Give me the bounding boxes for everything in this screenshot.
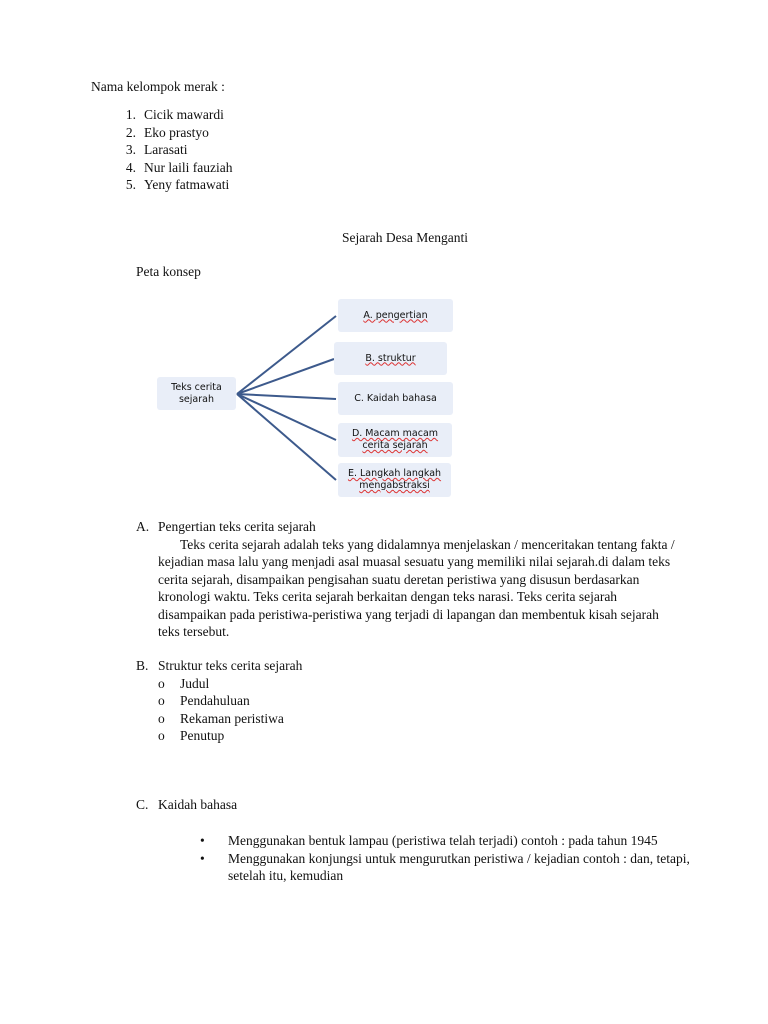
- connector-pengertian: [237, 316, 336, 394]
- member-name: Larasati: [144, 142, 188, 157]
- list-item: 5. Yeny fatmawati: [125, 177, 230, 192]
- member-list: [110, 106, 232, 194]
- section-body: Teks cerita sejarah adalah teks yang didalamnya menjelaskan / menceritakan tentang fakta / kejadian masa lalu yang menjadi asal muasal sesuatu yang memiliki nilai sejarah.di dalam teks cerita sejarah, disampaikan pengisahan suatu deretan peristiwa yang disusun berdasarkan kronologi waktu. Teks cerita sejarah berkaitan dengan teks narasi. Teks cerita sejarah disampaikan pada peristiwa-peristiwa yang terjadi di lapangan dan membentuk kisah sejarah teks tersebut.: [158, 536, 675, 639]
- connector-langkah: [237, 394, 336, 480]
- concept-node-langkah: E. Langkah langkah mengabstraksi: [338, 463, 451, 497]
- page-title: Sejarah Desa Menganti: [342, 230, 468, 245]
- concept-node-struktur: B. struktur: [334, 342, 447, 375]
- concept-map-label: Peta konsep: [136, 264, 201, 279]
- list-item: 4. Nur laili fauziah: [125, 159, 233, 175]
- list-item: o Pendahuluan: [158, 693, 250, 708]
- list-item: 1. Cicik mawardi: [125, 107, 224, 122]
- list-item: • Menggunakan konjungsi untuk mengurutkan peristiwa / kejadian contoh : dan, tetapi, setelah itu, kemudian: [200, 850, 690, 883]
- section-heading: Kaidah bahasa: [158, 797, 238, 812]
- list-item: • Menggunakan bentuk lampau (peristiwa telah terjadi) contoh : pada tahun 1945: [200, 833, 658, 848]
- list-item: o Rekaman peristiwa: [158, 710, 284, 726]
- member-name: Eko prastyo: [144, 124, 209, 140]
- language-rules-list: [200, 832, 690, 885]
- list-item: o Penutup: [158, 728, 225, 743]
- group-title: Nama kelompok merak :: [91, 79, 225, 94]
- connector-macam-macam: [237, 394, 336, 440]
- section-kaidah-bahasa: C. Kaidah bahasa: [136, 797, 238, 812]
- connector-kaidah-bahasa: [237, 394, 336, 399]
- member-name: Nur laili fauziah: [144, 159, 233, 175]
- concept-center-node: Teks cerita sejarah: [157, 377, 236, 410]
- list-item: 3. Larasati: [125, 142, 188, 157]
- section-heading: Pengertian teks cerita sejarah: [158, 519, 316, 534]
- concept-node-pengertian: A. pengertian: [338, 299, 453, 332]
- section-heading: Struktur teks cerita sejarah: [158, 658, 303, 673]
- list-item: o Judul: [158, 675, 210, 691]
- member-name: Cicik mawardi: [144, 107, 224, 122]
- section-pengertian: A. Pengertian teks cerita sejarah Teks cerita sejarah adalah teks yang didalamnya menjelaskan / menceritakan tentang fakta / kejadian masa lalu yang menjadi asal muasal sesuatu yang memiliki nilai sejarah.di dalam teks cerita sejarah, disampaikan pengisahan suatu deretan peristiwa yang disusun berdasarkan kronologi waktu. Teks cerita sejarah berkaitan dengan teks narasi. Teks cerita sejarah disampaikan pada peristiwa-peristiwa yang terjadi di lapangan dan membentuk kisah sejarah teks tersebut.: [136, 518, 696, 641]
- list-item: 2. Eko prastyo: [125, 124, 209, 140]
- structure-list: [158, 675, 302, 745]
- member-name: Yeny fatmawati: [144, 177, 230, 192]
- section-struktur: B. Struktur teks cerita sejarah o Judul o Pendahuluan o Rekaman peristiwa o Penutup: [136, 658, 303, 743]
- concept-node-kaidah-bahasa: C. Kaidah bahasa: [338, 382, 453, 415]
- connector-struktur: [237, 359, 334, 394]
- concept-node-macam-macam: D. Macam macam cerita sejarah: [338, 423, 452, 457]
